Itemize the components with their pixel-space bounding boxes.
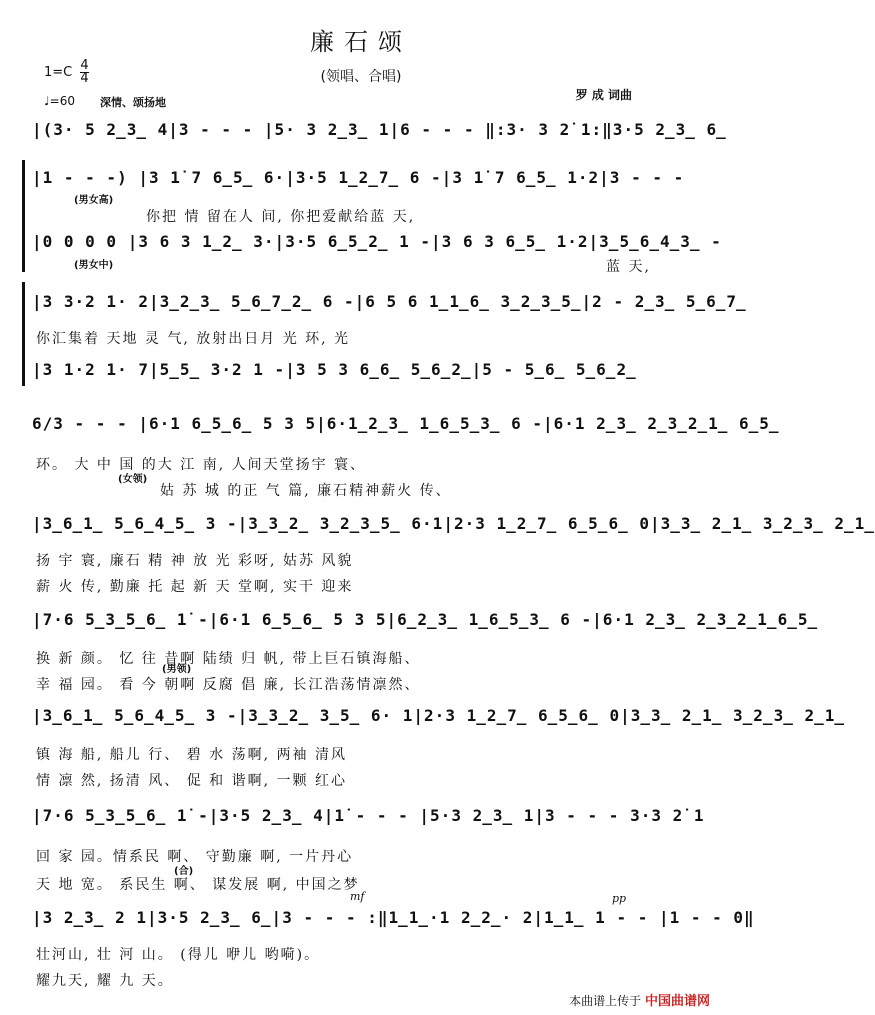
lyric-row-7b: 薪 火 传, 勤廉 托 起 新 天 堂啊, 实干 迎来: [36, 579, 354, 595]
music-row-9: |3̲6̲1̲ 5̲6̲4̲5̲ 3 -|3̲3̲2̲ 3̲5̲ 6· 1|2·3 1̲2̲7̲ 6̲5̲6̲ 0|3̲3̲ 2̲1̲ 3̲2̲3̲ 2̲1̲: [32, 706, 845, 725]
time-bottom: 4: [80, 71, 89, 86]
lyric-row-10a: 回 家 园。情系民 啊、 守勤廉 啊, 一片丹心: [36, 849, 354, 865]
lyric-row-9a: 镇 海 船, 船儿 行、 碧 水 荡啊, 两袖 清风: [36, 747, 347, 763]
music-row-6: 6/3 - - - |6·1 6̲5̲6̲ 5 3 5|6·1̲2̲3̲ 1̲6̲5̲3̲ 6 -|6·1 2̲3̲ 2̲3̲2̲1̲ 6̲5̲: [32, 414, 780, 433]
system-brace-2: [22, 282, 25, 386]
footer-brand-logo[interactable]: 中国曲谱网: [644, 994, 710, 1009]
part-label-6: (女领): [118, 474, 148, 485]
lyric-row-4: 你汇集着 天地 灵 气, 放射出日月 光 环, 光: [36, 331, 351, 347]
music-row-10: |7·6 5̲3̲5̲6̲ 1̇ -|3·5 2̲3̲ 4|1̇ - - - |5·3 2̲3̲ 1|3 - - - 3·3 2̇ 1: [32, 806, 705, 825]
part-label-8: (男领): [162, 664, 192, 675]
music-row-1: |(3· 5 2̲3̲ 4|3 - - - |5· 3 2̲3̲ 1|6 - - - ‖:3· 3 2̇ 1:‖3·5 2̲3̲ 6̲: [32, 120, 727, 139]
system-brace-1: [22, 160, 25, 272]
part-label-10: (合): [174, 866, 194, 877]
part-label-3: (男女中): [74, 260, 114, 271]
music-row-11: |3 2̲3̲ 2 1|3·5 2̲3̲ 6̲|3 - - - :‖1̲1̲·1 2̲2̲· 2|1̲1̲ 1 - - |1 - - 0‖: [32, 908, 755, 927]
key-label: 1=C: [44, 65, 73, 80]
key-signature: [44, 60, 89, 85]
part-label-2: (男女高): [74, 195, 114, 206]
music-row-8: |7·6 5̲3̲5̲6̲ 1̇ -|6·1 6̲5̲6̲ 5 3 5|6̲2̲3̲ 1̲6̲5̲3̲ 6 -|6·1 2̲3̲ 2̲3̲2̲1̲6̲5̲: [32, 610, 819, 629]
expression: 深情、颂扬地: [100, 96, 166, 109]
lyric-row-9b: 情 凛 然, 扬清 风、 促 和 谐啊, 一颗 红心: [36, 773, 347, 789]
footer-text: 本曲谱上传于: [569, 994, 642, 1008]
music-row-2: |1 - - -) |3 1̇ 7 6̲5̲ 6·|3·5 1̲2̲7̲ 6 -|3 1̇ 7 6̲5̲ 1·2|3 - - -: [32, 168, 685, 187]
music-row-5: |3 1·2 1· 7|5̲5̲ 3·2 1 -|3 5 3 6̲6̲ 5̲6̲2̲|5 - 5̲6̲ 5̲6̲2̲: [32, 360, 637, 379]
lyric-row-6a: 环。 大 中 国 的大 江 南, 人间天堂扬宇 寰、: [36, 457, 367, 473]
music-row-4: |3 3·2 1· 2|3̲2̲3̲ 5̲6̲7̲2̲ 6 -|6 5 6 1̲1̲6̲ 3̲2̲3̲5̲|2 - 2̲3̲ 5̲6̲7̲: [32, 292, 747, 311]
lyric-row-7a: 扬 宇 寰, 廉石 精 神 放 光 彩呀, 姑苏 风貌: [36, 553, 354, 569]
subtitle: (领唱、合唱): [320, 69, 402, 85]
credit: 罗 成 词曲: [575, 88, 632, 102]
music-row-7: |3̲6̲1̲ 5̲6̲4̲5̲ 3 -|3̲3̲2̲ 3̲2̲3̲5̲ 6·1|2·3 1̲2̲7̲ 6̲5̲6̲ 0|3̲3̲ 2̲1̲ 3̲2̲3̲ 2̲1̲: [32, 514, 875, 533]
lyric-row-3: 蓝 天,: [606, 259, 651, 275]
dynamic-pp: pp: [612, 892, 627, 905]
lyric-row-2: 你把 情 留在人 间, 你把爱献给蓝 天,: [146, 209, 416, 225]
dynamic-mf: mf: [350, 890, 365, 903]
tempo: ♩=60: [44, 94, 75, 108]
footer: [569, 990, 710, 1009]
page-title: 廉石颂: [310, 28, 412, 56]
lyric-row-10b: 天 地 宽。 系民生 啊、 谋发展 啊, 中国之梦: [36, 877, 360, 893]
lyric-row-11b: 耀九天, 耀 九 天。: [36, 973, 174, 989]
lyric-row-11a: 壮河山, 壮 河 山。 (得儿 咿儿 哟嗬)。: [36, 947, 321, 963]
time-top: 4: [80, 58, 89, 73]
music-row-3: |0 0 0 0 |3 6 3 1̲2̲ 3·|3·5 6̲5̲2̲ 1 -|3 6 3 6̲5̲ 1·2|3̲5̲6̲4̲3̲ -: [32, 232, 722, 251]
lyric-row-8a: 换 新 颜。 忆 往 昔啊 陆绩 归 帆, 带上巨石镇海船、: [36, 651, 421, 667]
lyric-row-6b: 姑 苏 城 的正 气 篇, 廉石精神薪火 传、: [160, 483, 452, 499]
lyric-row-8b: 幸 福 园。 看 今 朝啊 反腐 倡 廉, 长江浩荡情凛然、: [36, 677, 421, 693]
